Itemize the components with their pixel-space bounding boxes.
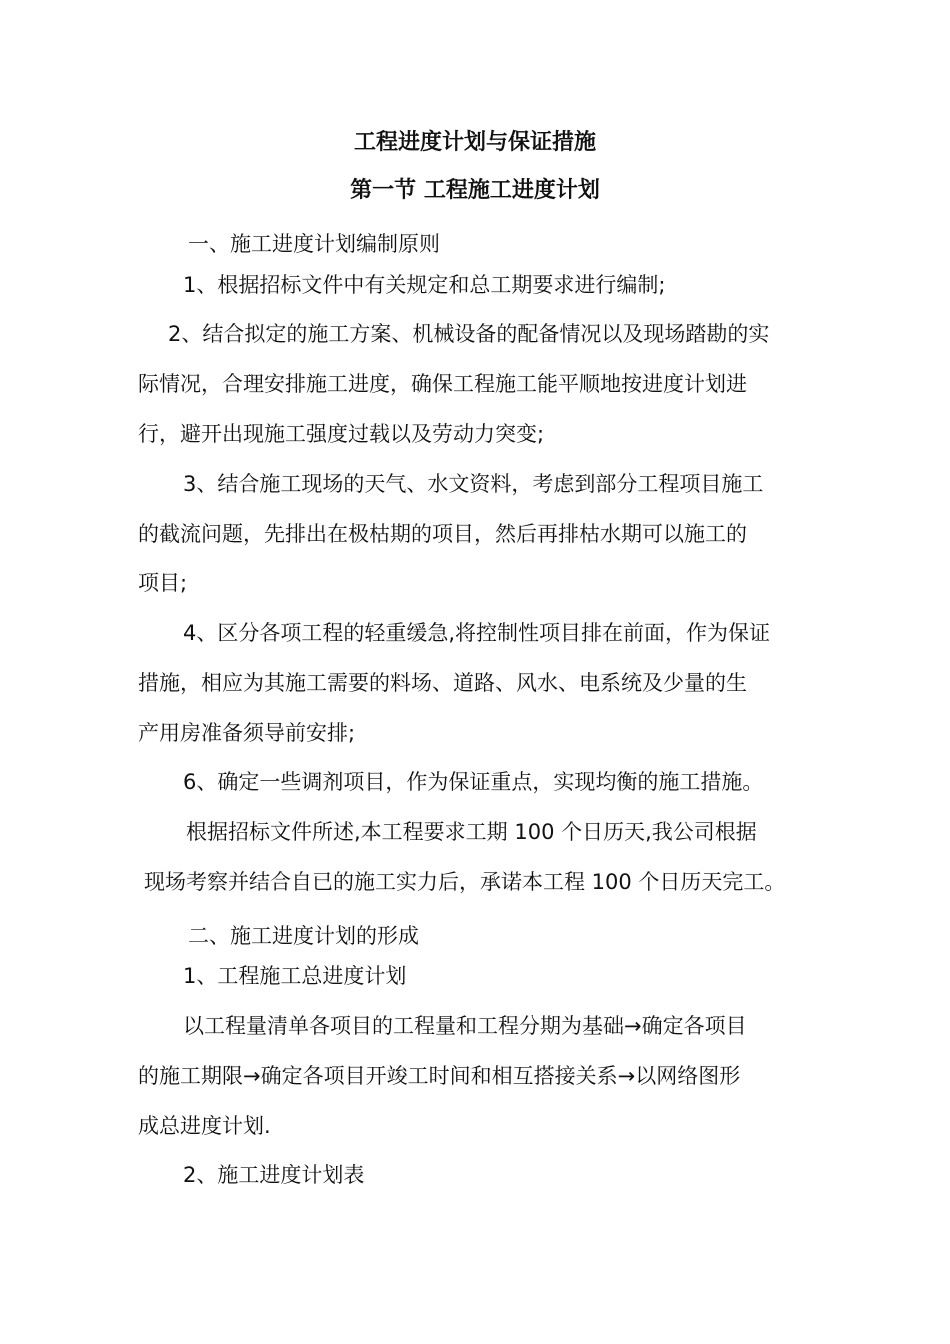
paragraph-line: 际情况，合理安排施工进度，确保工程施工能平顺地按进度计划进 <box>138 372 747 396</box>
paragraph-line: 行，避开出现施工强度过载以及劳动力突变; <box>138 422 545 446</box>
paragraph-line: 2、施工进度计划表 <box>183 1163 365 1187</box>
paragraph-line: 现场考察并结合自已的施工实力后，承诺本工程 100 个日历天完工。 <box>144 870 786 894</box>
paragraph-line: 措施，相应为其施工需要的料场、道路、风水、电系统及少量的生 <box>138 671 747 695</box>
heading-principles: 一、施工进度计划编制原则 <box>188 232 440 256</box>
paragraph-line: 成总进度计划. <box>138 1114 271 1138</box>
paragraph-line: 6、确定一些调剂项目，作为保证重点，实现均衡的施工措施。 <box>183 770 764 794</box>
paragraph-line: 产用房准备须导前安排; <box>138 721 356 745</box>
paragraph-line: 1、根据招标文件中有关规定和总工期要求进行编制; <box>183 273 666 297</box>
paragraph-line: 以工程量清单各项目的工程量和工程分期为基础→确定各项目 <box>183 1014 747 1038</box>
section-title: 第一节 工程施工进度计划 <box>350 178 600 203</box>
paragraph-line: 的施工期限→确定各项目开竣工时间和相互搭接关系→以网络图形 <box>138 1064 741 1088</box>
document-title: 工程进度计划与保证措施 <box>353 130 596 155</box>
heading-formation: 二、施工进度计划的形成 <box>188 924 419 948</box>
paragraph-line: 1、工程施工总进度计划 <box>183 964 407 988</box>
paragraph-line: 3、结合施工现场的天气、水文资料，考虑到部分工程项目施工 <box>183 472 764 496</box>
paragraph-line: 4、区分各项工程的轻重缓急,将控制性项目排在前面，作为保证 <box>183 621 771 645</box>
paragraph-line: 项目; <box>138 571 188 595</box>
paragraph-line: 2、结合拟定的施工方案、机械设备的配备情况以及现场踏勘的实 <box>168 322 770 346</box>
paragraph-line: 根据招标文件所述,本工程要求工期 100 个日历天,我公司根据 <box>186 820 757 844</box>
paragraph-line: 的截流问题，先排出在极枯期的项目，然后再排枯水期可以施工的 <box>138 522 747 546</box>
